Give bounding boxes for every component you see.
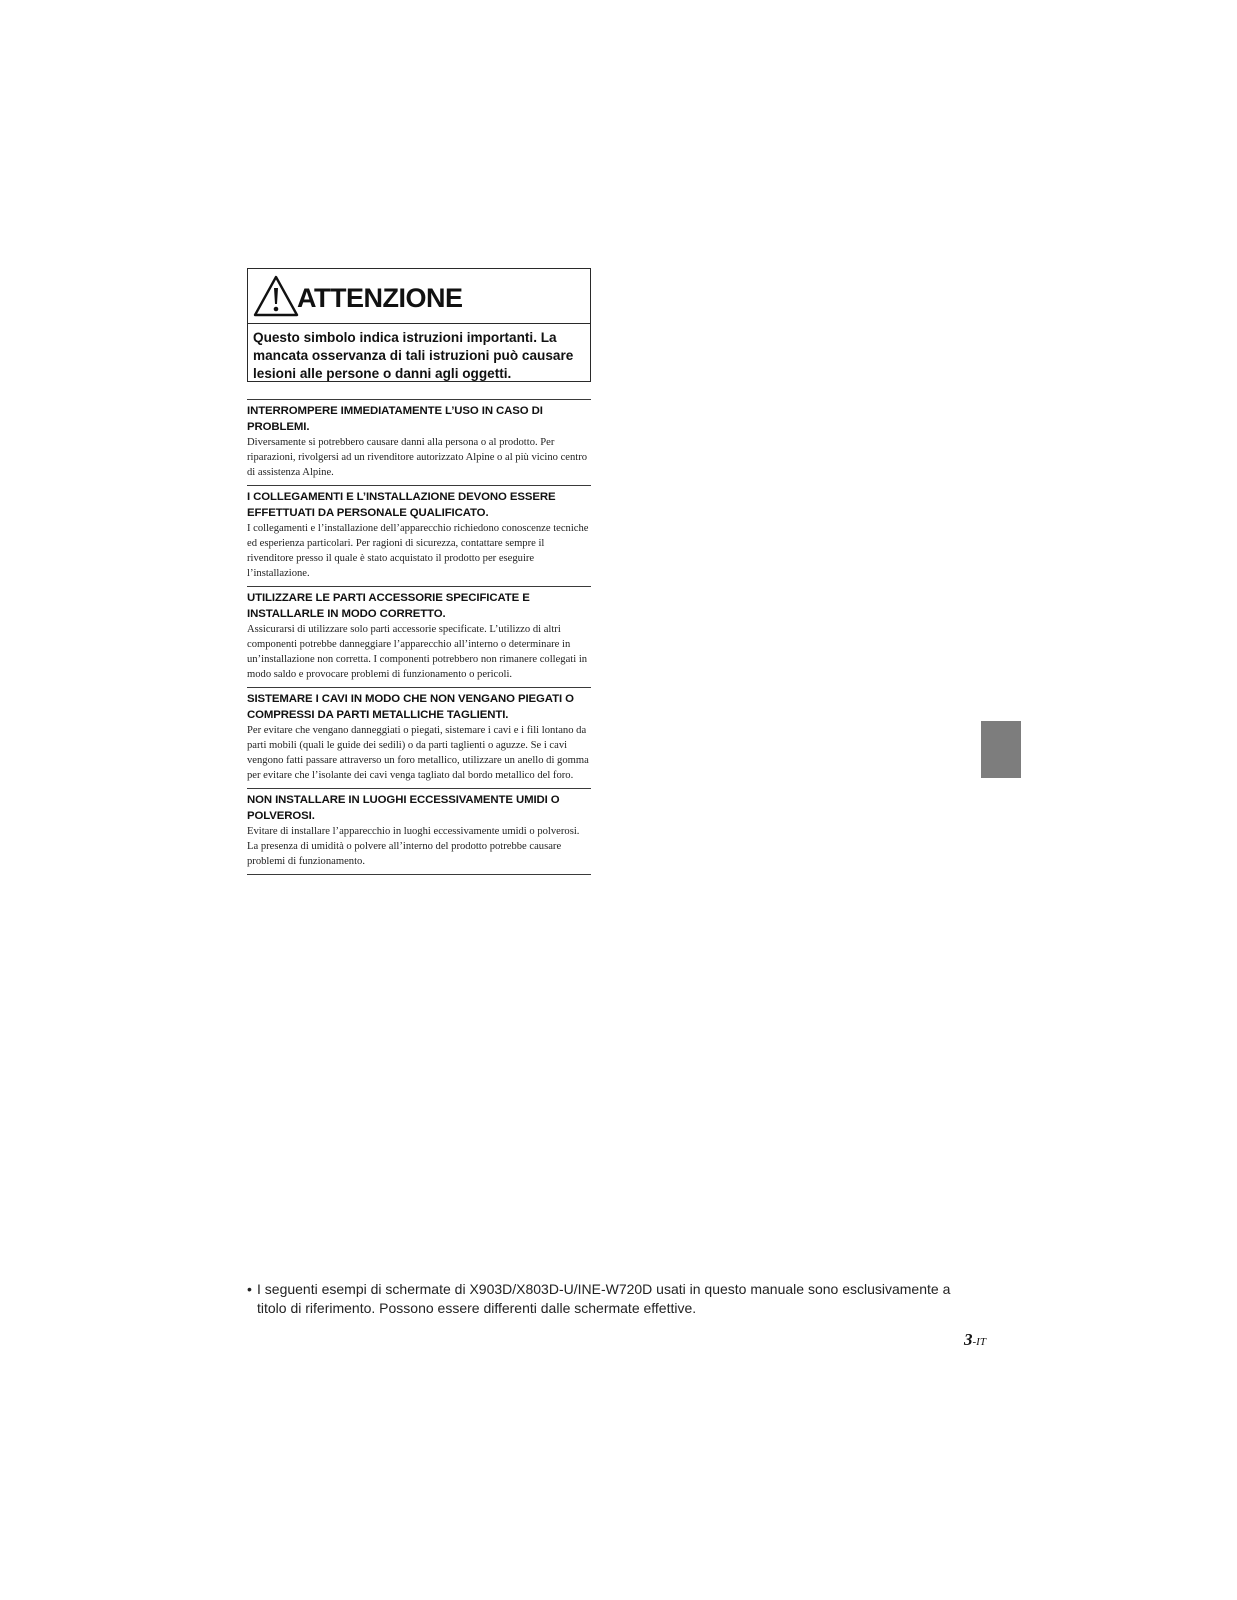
safety-section [247,486,591,587]
caution-description: Questo simbolo indica istruzioni importanti. La mancata osservanza di tali istruzioni può causare lesioni alle persone o danni agli oggetti. [253,330,574,381]
warning-triangle-icon [253,275,299,317]
caution-box [247,268,591,382]
caution-header [248,269,590,324]
section-body: Diversamente si potrebbero causare danni alla persona o al prodotto. Per riparazioni, rivolgersi ad un rivenditore autorizzato Alpine o al più vicino centro di assistenza Alpine. [247,437,588,478]
bullet: • [247,1281,252,1297]
caution-title: ATTENZIONE [297,282,463,313]
section-body: Assicurarsi di utilizzare solo parti accessorie specificate. L’utilizzo di altri componenti potrebbe danneggiare l’apparecchio all’interno o determinare in un’installazione non corretta. I componenti potrebbero non rimanere collegati in modo saldo e provocare problemi di funzionamento o pericoli. [247,624,588,680]
footnote [247,1280,967,1318]
page-number [964,1330,986,1350]
section-body: Evitare di installare l’apparecchio in luoghi eccessivamente umidi o polverosi. La presenza di umidità o polvere all’interno del prodotto potrebbe causare problemi di funzionamento. [247,826,580,867]
section-body: Per evitare che vengano danneggiati o piegati, sistemare i cavi e i fili lontano da parti mobili (quali le guide dei sedili) o da parti taglienti o aguzze. Se i cavi vengono fatti passare attraverso un foro metallico, utilizzare un anello di gomma per evitare che l’isolante dei cavi venga tagliato dal bordo metallico del foro. [247,725,589,781]
section-heading: NON INSTALLARE IN LUOGHI ECCESSIVAMENTE UMIDI O POLVEROSI. [247,794,560,822]
chapter-side-tab [981,721,1021,778]
safety-section [247,400,591,486]
section-heading: INTERROMPERE IMMEDIATAMENTE L’USO IN CASO DI PROBLEMI. [247,405,543,433]
section-heading: I COLLEGAMENTI E L’INSTALLAZIONE DEVONO ESSERE EFFETTUATI DA PERSONALE QUALIFICATO. [247,491,556,519]
safety-section [247,587,591,688]
safety-sections [247,399,591,875]
safety-section [247,789,591,875]
page-number-suffix: -IT [972,1336,986,1348]
page-number-value: 3 [964,1330,973,1349]
safety-section [247,688,591,789]
section-heading: UTILIZZARE LE PARTI ACCESSORIE SPECIFICATE E INSTALLARLE IN MODO CORRETTO. [247,592,530,620]
footnote-text: I seguenti esempi di schermate di X903D/X803D-U/INE-W720D usati in questo manuale sono esclusivamente a titolo di riferimento. Possono essere differenti dalle schermate effettive. [257,1281,951,1316]
section-heading: SISTEMARE I CAVI IN MODO CHE NON VENGANO PIEGATI O COMPRESSI DA PARTI METALLICHE TAGLIENTI. [247,693,574,721]
section-body: I collegamenti e l’installazione dell’apparecchio richiedono conoscenze tecniche ed esperienza particolari. Per ragioni di sicurezza, contattare sempre il rivenditore presso il quale è stato acquistato il prodotto per eseguire l’installazione. [247,523,589,579]
